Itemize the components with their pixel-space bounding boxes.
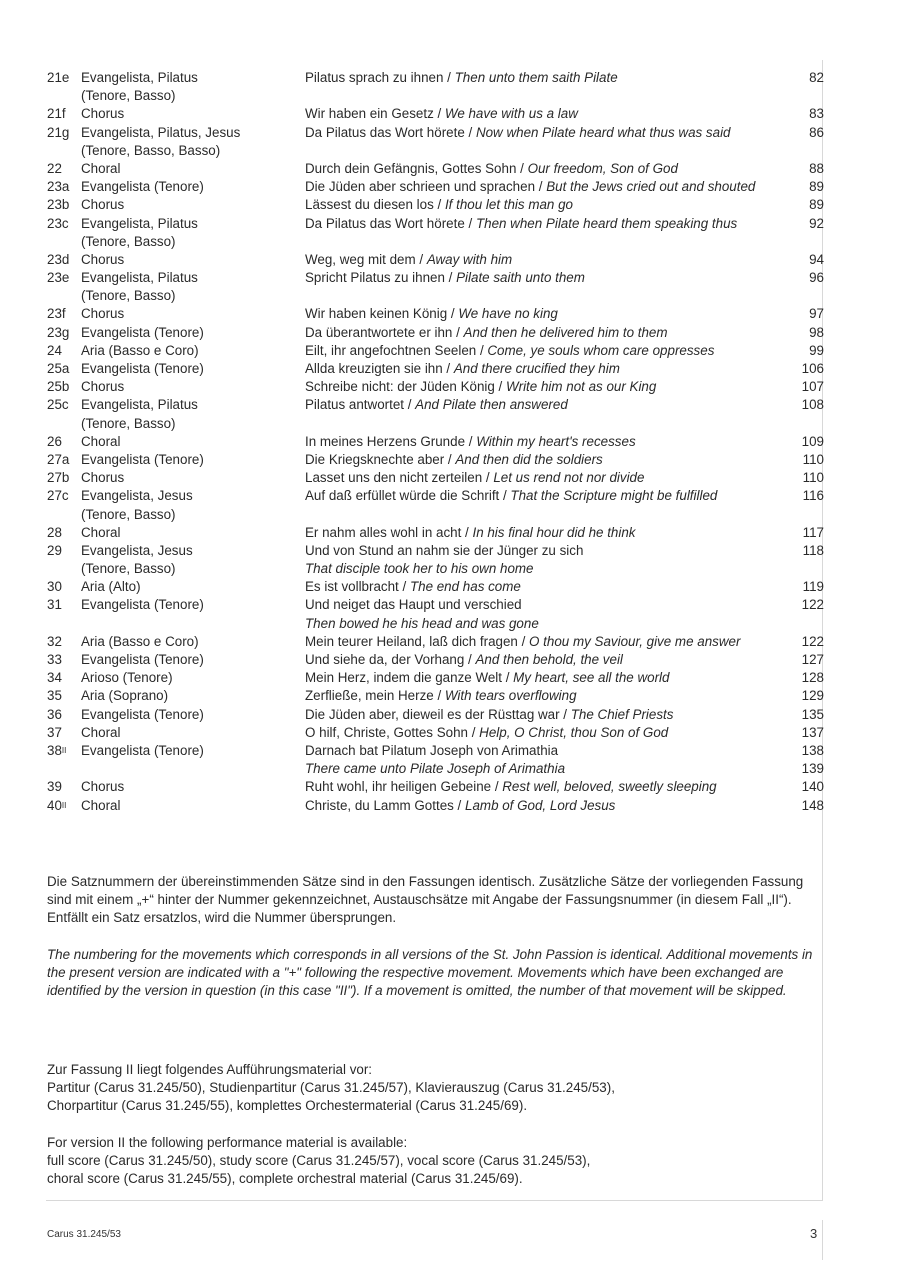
title-english: Rest well, beloved, sweetly sleeping (502, 779, 717, 795)
title-german: Lasset uns den nicht zerteilen / (305, 470, 494, 486)
title-english: That disciple took her to his own home (305, 561, 534, 577)
title-english: And then behold, the veil (475, 652, 623, 667)
movement-title (305, 451, 603, 469)
title-english: The Chief Priests (570, 706, 674, 722)
title-english: Away with him (426, 251, 513, 267)
page-number: 89 (809, 197, 824, 213)
footer-catalog-number: Carus 31.245/53 (47, 1229, 121, 1240)
toc-row (47, 196, 824, 214)
toc-row (47, 269, 824, 287)
toc-row (47, 124, 824, 142)
title-german: Und neiget das Haupt und verschied (305, 597, 522, 613)
page-number: 116 (802, 488, 824, 504)
title-german: Weg, weg mit dem / (305, 251, 427, 267)
title-english: Lamb of God, Lord Jesus (465, 797, 616, 813)
movement-title (305, 69, 618, 87)
version-superscript: II (61, 800, 67, 810)
movement-number: 23f (47, 306, 66, 322)
title-english: We have with us a law (444, 106, 578, 122)
title-german: O hilf, Christe, Gottes Sohn / (305, 724, 480, 740)
title-german: Die Jüden aber schrieen und sprachen / (305, 179, 547, 195)
title-english: And then he delivered him to them (463, 324, 668, 340)
toc-row (47, 487, 824, 505)
title-english: Then bowed he his head and was gone (305, 615, 539, 631)
movement-number: 21e (47, 70, 70, 85)
page-number: 88 (809, 160, 824, 176)
movement-voices: Evangelista (Tenore) (81, 324, 204, 340)
title-english: That the Scripture might be fulfilled (510, 488, 718, 504)
page-number: 96 (809, 270, 824, 286)
movement-voices: Arioso (Tenore) (81, 670, 173, 686)
movement-title (305, 342, 714, 360)
title-german: Wir haben ein Gesetz / (305, 106, 445, 122)
toc-row (47, 178, 824, 196)
title-english: Now when Pilate heard what thus was said (475, 124, 731, 140)
page-number: 127 (801, 652, 824, 667)
title-german: Ruht wohl, ihr heiligen Gebeine / (305, 779, 503, 795)
page-number: 83 (809, 106, 824, 122)
title-german: Darnach bat Pilatum Joseph von Arimathia (305, 742, 559, 758)
page-number: 118 (802, 542, 824, 558)
page-number: 86 (809, 124, 824, 140)
material-english-line2: choral score (Carus 31.245/55), complete orchestral material (Carus 31.245/69). (47, 1171, 523, 1187)
movement-number: 22 (47, 160, 62, 176)
toc-row (47, 542, 824, 560)
title-english: And then did the soldiers (455, 451, 603, 467)
title-german: Er nahm alles wohl in acht / (305, 524, 473, 540)
movement-number: 32 (47, 633, 62, 649)
title-german: Mein Herz, indem die ganze Welt / (305, 670, 514, 686)
movement-number: 31 (47, 597, 62, 613)
movement-voices: (Tenore, Basso) (81, 561, 176, 577)
movement-voices: Chorus (81, 106, 125, 122)
page-number: 122 (801, 633, 824, 649)
movement-voices: Chorus (81, 470, 125, 486)
movement-voices: Chorus (81, 306, 125, 322)
movement-voices: Evangelista, Jesus (81, 542, 193, 558)
page-number: 119 (802, 579, 824, 595)
movement-title (305, 633, 740, 651)
movement-number: 23c (47, 215, 69, 231)
movement-title (305, 324, 668, 342)
note-english-text: The numbering for the movements which corresponds in all versions of the St. John Passion is identical. Additional movements in the present version are indicated with a "+" following the respective movement. Movements which have been exchanged are identified by the version in question (in this case "II"). If a movement is omitted, the number of that movement will be skipped. (47, 947, 813, 999)
toc-row (47, 415, 824, 433)
movement-title (305, 706, 673, 724)
title-english: There came unto Pilate Joseph of Arimathia (305, 761, 566, 777)
movement-voices: Choral (81, 160, 121, 176)
movement-title (305, 215, 737, 233)
movement-title (305, 778, 717, 796)
toc-row (47, 433, 824, 451)
movement-number: 30 (47, 579, 62, 595)
movement-voices: Choral (81, 524, 121, 540)
movement-voices: Evangelista, Pilatus (81, 70, 198, 85)
page-number: 99 (809, 342, 824, 358)
title-german: Pilatus antwortet / (305, 397, 416, 413)
title-german: Allda kreuzigten sie ihn / (305, 361, 454, 376)
movement-voices: Chorus (81, 197, 125, 213)
movement-voices: Evangelista, Pilatus (81, 397, 198, 413)
movement-title (305, 196, 573, 214)
page-number: 92 (809, 215, 824, 231)
movement-number: 23a (47, 179, 70, 195)
page-frame-bottom-rule (46, 1200, 823, 1201)
movement-voices: Choral (81, 724, 121, 740)
movement-title (305, 269, 585, 287)
footer-rule (822, 1220, 823, 1260)
title-german: Die Jüden aber, dieweil es der Rüsttag war / (305, 706, 571, 722)
title-german: Es ist vollbracht / (305, 579, 410, 595)
movement-title (305, 724, 668, 742)
title-german: Und siehe da, der Vorhang / (305, 652, 476, 667)
movement-number: 35 (47, 688, 62, 704)
title-german: Schreibe nicht: der Jüden König / (305, 379, 506, 395)
material-german-intro: Zur Fassung II liegt folgendes Aufführungsmaterial vor: (47, 1062, 373, 1077)
title-english: Help, O Christ, thou Son of God (479, 724, 669, 740)
toc-row (47, 506, 824, 524)
material-german (47, 1061, 827, 1116)
title-german: Mein teurer Heiland, laß dich fragen / (305, 633, 530, 649)
movement-number: 25c (47, 397, 69, 413)
title-german: Durch dein Gefängnis, Gottes Sohn / (305, 160, 528, 176)
movement-title (305, 487, 717, 505)
movement-title (305, 305, 558, 323)
movement-voices: Chorus (81, 779, 125, 795)
movement-voices: Evangelista (Tenore) (81, 361, 204, 376)
title-german: Pilatus sprach zu ihnen / (305, 70, 455, 85)
title-german: Da überantwortete er ihn / (305, 324, 464, 340)
movement-number: 27b (47, 470, 70, 486)
page-number: 117 (802, 524, 824, 540)
title-english: The end has come (409, 579, 521, 595)
title-english: Then unto them saith Pilate (454, 70, 618, 85)
toc-row (47, 396, 824, 414)
title-german: Und von Stund an nahm sie der Jünger zu sich (305, 542, 584, 558)
title-english: In his final hour did he think (472, 524, 636, 540)
movement-title (305, 178, 755, 196)
page-number: 140 (801, 779, 824, 795)
movement-number: 25b (47, 379, 70, 395)
title-german: Die Kriegsknechte aber / (305, 451, 456, 467)
page-number: 137 (801, 724, 824, 740)
page-number: 148 (801, 797, 824, 813)
toc-row (47, 469, 824, 487)
title-english: Our freedom, Son of God (527, 160, 678, 176)
title-english: We have no king (458, 306, 558, 322)
movement-number: 37 (47, 724, 62, 740)
toc-row (47, 287, 824, 305)
movement-title (305, 578, 521, 596)
movement-title (305, 524, 636, 542)
page-number: 97 (809, 306, 824, 322)
movement-voices: (Tenore, Basso) (81, 506, 176, 522)
title-english: But the Jews cried out and shouted (546, 179, 756, 195)
toc-row (47, 233, 824, 251)
movement-number: 23d (47, 251, 70, 267)
page-number: 94 (809, 251, 824, 267)
movement-title (305, 469, 644, 487)
toc-row (47, 633, 824, 651)
movement-voices: Evangelista, Jesus (81, 488, 193, 504)
toc-row (47, 615, 824, 633)
movement-number: 36 (47, 706, 62, 722)
toc-row (47, 142, 824, 160)
page-number: 107 (801, 379, 824, 395)
movement-voices: Evangelista (Tenore) (81, 451, 204, 467)
toc-row (47, 451, 824, 469)
movement-title (305, 124, 731, 142)
toc-row (47, 778, 824, 796)
title-german: Christe, du Lamm Gottes / (305, 797, 466, 813)
page-number: 110 (802, 470, 824, 486)
movement-number: $38^{II}$ (47, 742, 67, 758)
movement-title (305, 760, 565, 778)
movement-voices: (Tenore, Basso) (81, 233, 176, 249)
title-english: Pilate saith unto them (456, 270, 585, 286)
movement-voices: Evangelista, Pilatus, Jesus (81, 124, 241, 140)
movement-title (305, 596, 522, 614)
movement-number: 27a (47, 451, 70, 467)
movement-voices: (Tenore, Basso) (81, 288, 176, 304)
page-number: 139 (801, 761, 824, 777)
page-number: 106 (801, 361, 824, 376)
toc-row (47, 669, 824, 687)
movement-voices: Choral (81, 433, 121, 449)
title-german: In meines Herzens Grunde / (305, 433, 477, 449)
movement-title (305, 797, 615, 815)
page-number: 138 (801, 742, 824, 758)
material-english-intro: For version II the following performance material is available: (47, 1135, 408, 1150)
movement-number: 21f (47, 106, 66, 122)
toc-row (47, 560, 824, 578)
toc-row (47, 596, 824, 614)
movement-title (305, 433, 636, 451)
movement-voices: Chorus (81, 379, 125, 395)
title-english: Within my heart's recesses (476, 433, 636, 449)
movement-voices: Evangelista (Tenore) (81, 652, 204, 667)
title-german: Da Pilatus das Wort hörete / (305, 124, 476, 140)
movement-title (305, 560, 534, 578)
material-german-line2: Chorpartitur (Carus 31.245/55), komplettes Orchestermaterial (Carus 31.245/69). (47, 1098, 528, 1114)
toc-row (47, 87, 824, 105)
page-number: 89 (809, 179, 824, 195)
movement-voices: Evangelista, Pilatus (81, 270, 198, 286)
page-number: 82 (809, 70, 824, 85)
toc-row (47, 215, 824, 233)
title-german: Wir haben keinen König / (305, 306, 459, 322)
movement-number: $40^{II}$ (47, 797, 67, 813)
toc-row (47, 342, 824, 360)
movement-title (305, 615, 539, 633)
movement-voices: Evangelista (Tenore) (81, 597, 204, 613)
material-english-line1: full score (Carus 31.245/50), study score (Carus 31.245/57), vocal score (Carus 31.245/53), (47, 1153, 591, 1169)
movement-voices: Aria (Basso e Coro) (81, 342, 199, 358)
movement-voices: Aria (Soprano) (81, 688, 169, 704)
movement-number: 23g (47, 324, 70, 340)
title-english: Let us rend not nor divide (493, 470, 645, 486)
toc-row (47, 69, 824, 87)
title-english: Then when Pilate heard them speaking thus (475, 215, 738, 231)
movement-number: 23b (47, 197, 70, 213)
toc-row (47, 251, 824, 269)
movement-voices: Evangelista (Tenore) (81, 179, 204, 195)
movement-number: 29 (47, 542, 62, 558)
title-english: And Pilate then answered (415, 397, 568, 413)
toc-row (47, 651, 824, 669)
title-german: Da Pilatus das Wort hörete / (305, 215, 476, 231)
title-german: Spricht Pilatus zu ihnen / (305, 270, 457, 286)
movement-title (305, 396, 568, 414)
table-of-contents (47, 69, 824, 815)
page-number: 108 (801, 397, 824, 413)
page-number: 128 (801, 670, 824, 686)
movement-voices: Evangelista (Tenore) (81, 742, 204, 758)
title-german: Lässest du diesen los / (305, 197, 445, 213)
movement-number: 27c (47, 488, 69, 504)
toc-row (47, 742, 824, 760)
movement-number: 28 (47, 524, 62, 540)
movement-title (305, 105, 578, 123)
title-german: Auf daß erfüllet würde die Schrift / (305, 488, 511, 504)
movement-title (305, 687, 577, 705)
movement-title (305, 742, 558, 760)
movement-voices: (Tenore, Basso) (81, 415, 176, 431)
movement-voices: (Tenore, Basso, Basso) (81, 142, 221, 158)
title-english: My heart, see all the world (513, 670, 670, 686)
title-english: And there crucified they him (453, 361, 620, 376)
material-english (47, 1134, 827, 1189)
toc-row (47, 378, 824, 396)
movement-voices: (Tenore, Basso) (81, 88, 176, 104)
movement-number: 39 (47, 779, 62, 795)
movement-number: 24 (47, 342, 62, 358)
note-german-text: Die Satznummern der übereinstimmenden Sätze sind in den Fassungen identisch. Zusätzliche Sätze der vorliegenden Fassung sind mit einem „+“ hinter der Nummer gekennzeichnet, Austauschsätze mit Angabe der Fassungsnummer (in diesem Fall „II“). Entfällt ein Satz ersatzlos, wird die Nummer übersprungen. (47, 874, 804, 926)
toc-row (47, 160, 824, 178)
movement-voices: Chorus (81, 251, 125, 267)
toc-row (47, 324, 824, 342)
page-number: 110 (802, 451, 824, 467)
page-number: 109 (801, 433, 824, 449)
movement-title (305, 651, 623, 669)
title-english: Write him not as our King (505, 379, 657, 395)
toc-row (47, 360, 824, 378)
title-german: Eilt, ihr angefochtnen Seelen / (305, 342, 488, 358)
movement-number: 21g (47, 124, 70, 140)
movement-title (305, 251, 512, 269)
toc-row (47, 760, 824, 778)
toc-row (47, 105, 824, 123)
page-number: 135 (801, 706, 824, 722)
page-number: 122 (801, 597, 824, 613)
movement-title (305, 669, 669, 687)
title-english: With tears overflowing (444, 688, 577, 704)
movement-voices: Aria (Basso e Coro) (81, 633, 199, 649)
movement-number: 23e (47, 270, 70, 286)
title-english: If thou let this man go (444, 197, 573, 213)
movement-voices: Evangelista, Pilatus (81, 215, 198, 231)
title-german: Zerfließe, mein Herze / (305, 688, 445, 704)
movement-title (305, 160, 678, 178)
page-number: 98 (809, 324, 824, 340)
toc-row (47, 724, 824, 742)
toc-row (47, 797, 824, 815)
movement-title (305, 542, 583, 560)
footer-page-number: 3 (810, 1226, 818, 1241)
toc-row (47, 524, 824, 542)
movement-title (305, 360, 620, 378)
movement-number: 33 (47, 652, 62, 667)
movement-voices: Choral (81, 797, 121, 813)
note-english (47, 946, 827, 1001)
toc-row (47, 687, 824, 705)
movement-number: 25a (47, 361, 70, 376)
page-number: 129 (801, 688, 824, 704)
title-english: O thou my Saviour, give me answer (529, 633, 741, 649)
title-english: Come, ye souls whom care oppresses (487, 342, 715, 358)
note-german (47, 873, 827, 928)
toc-row (47, 305, 824, 323)
movement-voices: Evangelista (Tenore) (81, 706, 204, 722)
toc-row (47, 706, 824, 724)
movement-number: 34 (47, 670, 62, 686)
movement-title (305, 378, 656, 396)
movement-number: 26 (47, 433, 62, 449)
movement-voices: Aria (Alto) (81, 579, 141, 595)
toc-row (47, 578, 824, 596)
material-german-line1: Partitur (Carus 31.245/50), Studienpartitur (Carus 31.245/57), Klavierauszug (Carus 31.245/53), (47, 1080, 615, 1096)
version-superscript: II (61, 745, 67, 755)
